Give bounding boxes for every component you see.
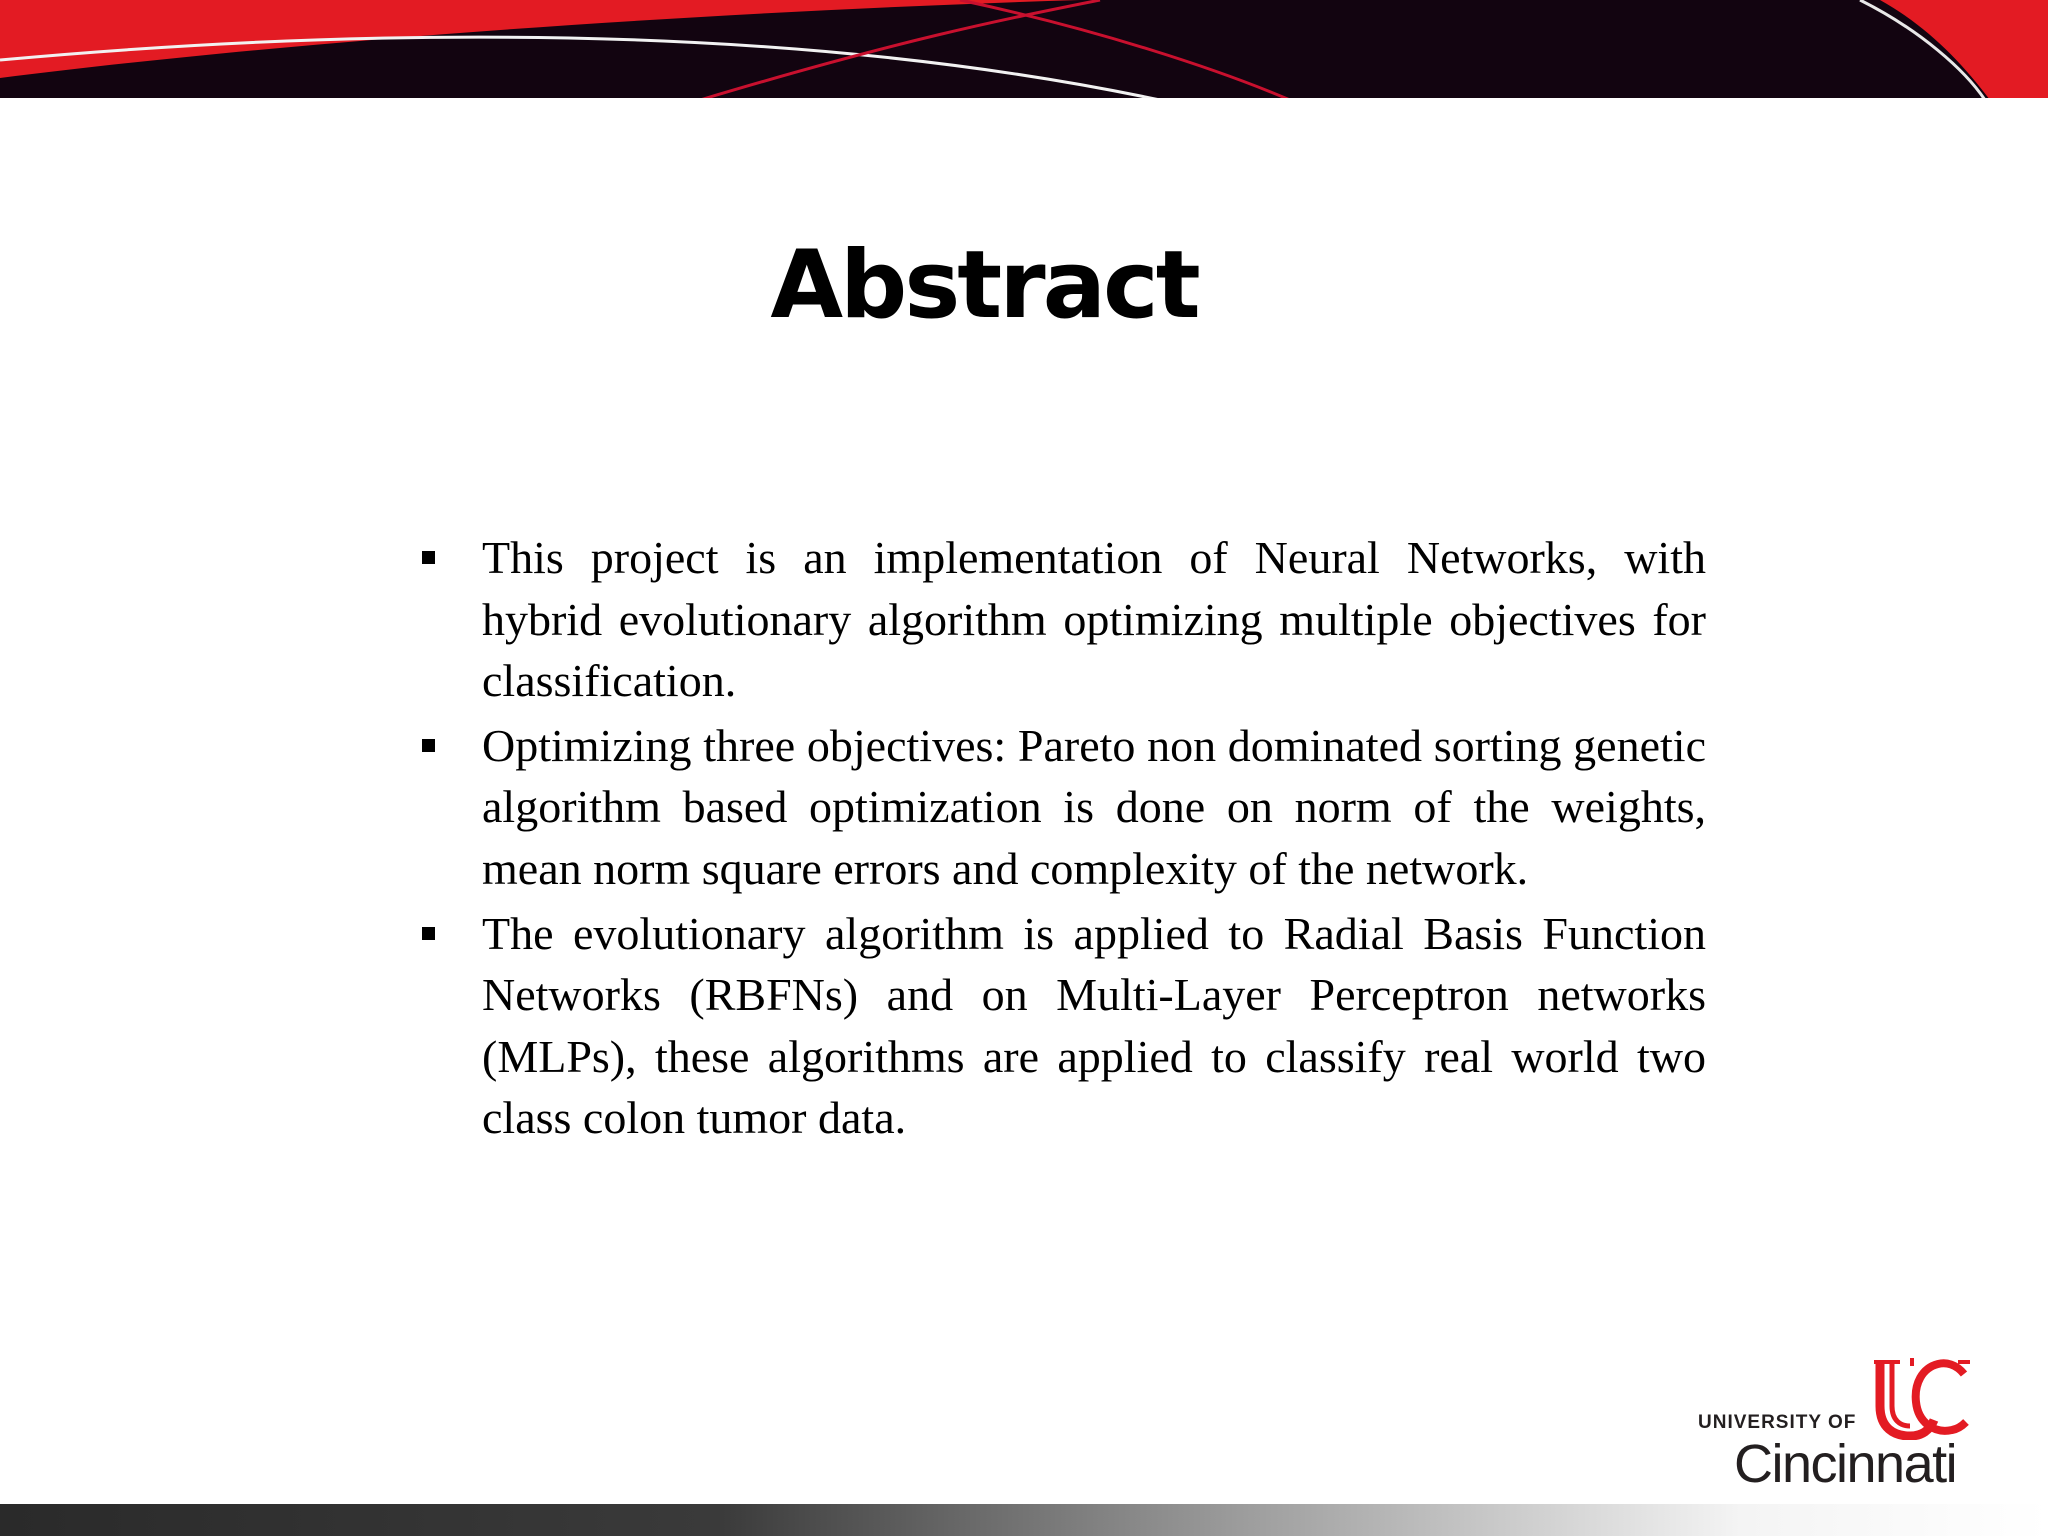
logo-university-of: UNIVERSITY OF [1698,1412,1857,1433]
bullet-text: The evolutionary algorithm is applied to Radial Basis Function Networks (RBFNs) and on Multi-Layer Perceptron networks (MLPs), these algorithms are applied to classify real world two class colon tumor data. [482,907,1706,1144]
square-bullet-icon [422,551,435,564]
bottom-gradient-bar [0,1504,2048,1536]
university-logo [1696,1356,1986,1492]
bullet-list [418,527,1706,1152]
uc-monogram-icon [1872,1356,1972,1440]
top-banner [0,0,2048,102]
square-bullet-icon [422,739,435,752]
bullet-text: This project is an implementation of Neural Networks, with hybrid evolutionary algorithm optimizing multiple objectives for classification. [482,532,1706,707]
bullet-item [418,903,1706,1149]
bullet-item [418,715,1706,900]
slide-title: Abstract [770,231,1198,340]
square-bullet-icon [422,927,435,940]
bullet-text: Optimizing three objectives: Pareto non dominated sorting genetic algorithm based optimization is done on norm of the weights, mean norm square errors and complexity of the network. [482,719,1706,894]
bullet-item [418,527,1706,712]
logo-cincinnati: Cincinnati [1734,1434,1957,1494]
